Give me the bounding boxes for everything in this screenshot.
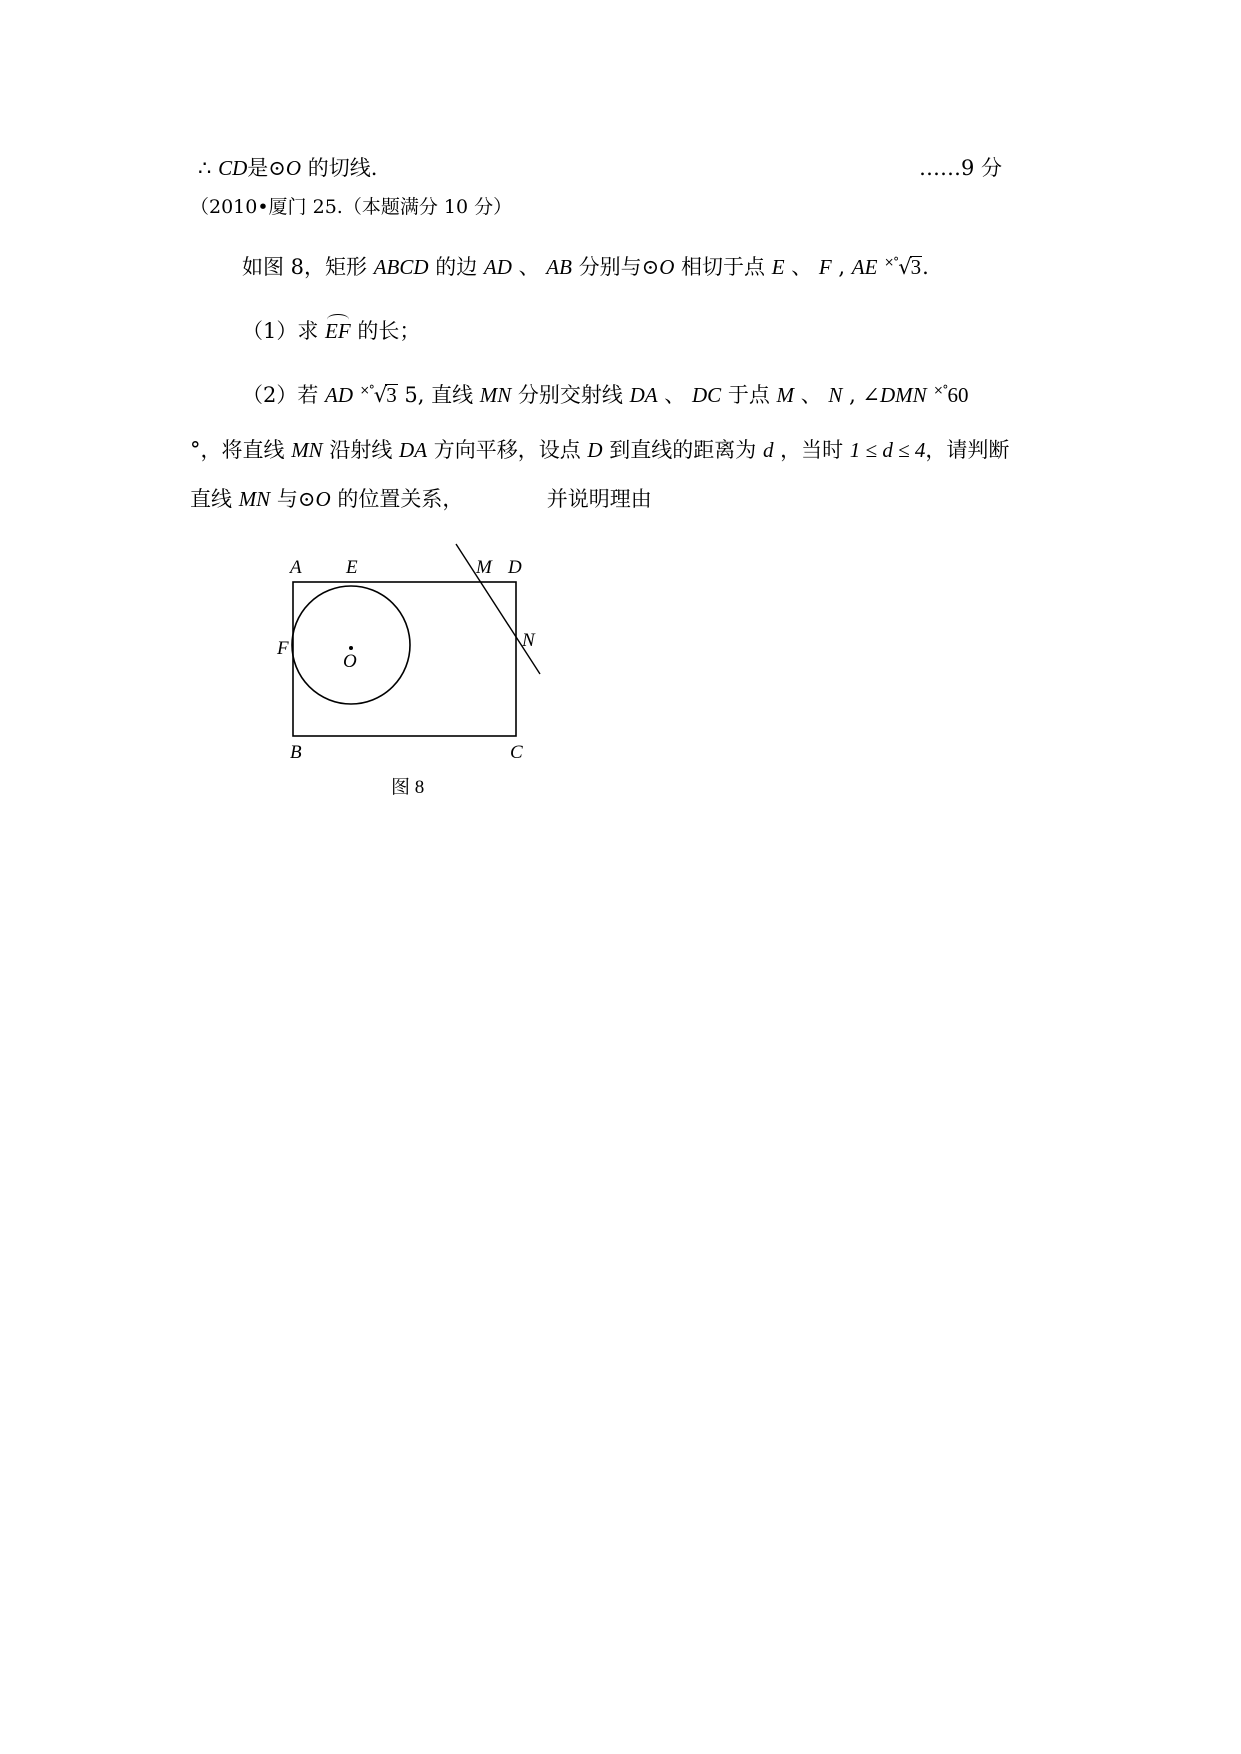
figure-caption: 图 8 xyxy=(391,777,425,798)
problem-intro: 如图 8，矩形 ABCD 的边 AD 、 AB 分别与⊙O 相切于点 E 、 F , AE ×°√3. xyxy=(242,255,929,279)
label-b: B xyxy=(290,742,302,763)
label-e: E xyxy=(346,557,358,578)
therefore-symbol: ∴ xyxy=(198,156,212,180)
label-c: C xyxy=(510,742,523,763)
question-2: （2）若 AD ×°√3 5, 直线 MN 分别交射线 DA 、 DC 于点 M 、 N , ∠DMN ×°60 xyxy=(242,383,969,407)
label-n: N xyxy=(522,630,535,651)
label-o: O xyxy=(343,651,357,672)
arc-ef: EF xyxy=(325,319,351,343)
score-label: ……9 分 xyxy=(919,156,1003,180)
label-a: A xyxy=(290,557,302,578)
label-f: F xyxy=(277,638,289,659)
rectangle-abcd xyxy=(293,582,516,736)
problem-source: （2010•厦门 25.（本题满分 10 分） xyxy=(190,196,513,218)
label-d: D xyxy=(508,557,522,578)
question-2-cont: °，将直线 MN 沿射线 DA 方向平移，设点 D 到直线的距离为 d ，当时 1 ≤ d ≤ 4，请判断 xyxy=(190,438,1010,462)
center-point-o xyxy=(349,646,353,650)
circle-o xyxy=(292,586,410,704)
line-mn xyxy=(456,544,540,674)
question-1: （1）求 EF 的长； xyxy=(242,319,421,343)
conclusion-line: ∴ CD是⊙O 的切线. xyxy=(198,156,378,180)
question-2-end: 直线 MN 与⊙O 的位置关系， 并说明理由 xyxy=(190,487,652,511)
label-m: M xyxy=(476,557,492,578)
